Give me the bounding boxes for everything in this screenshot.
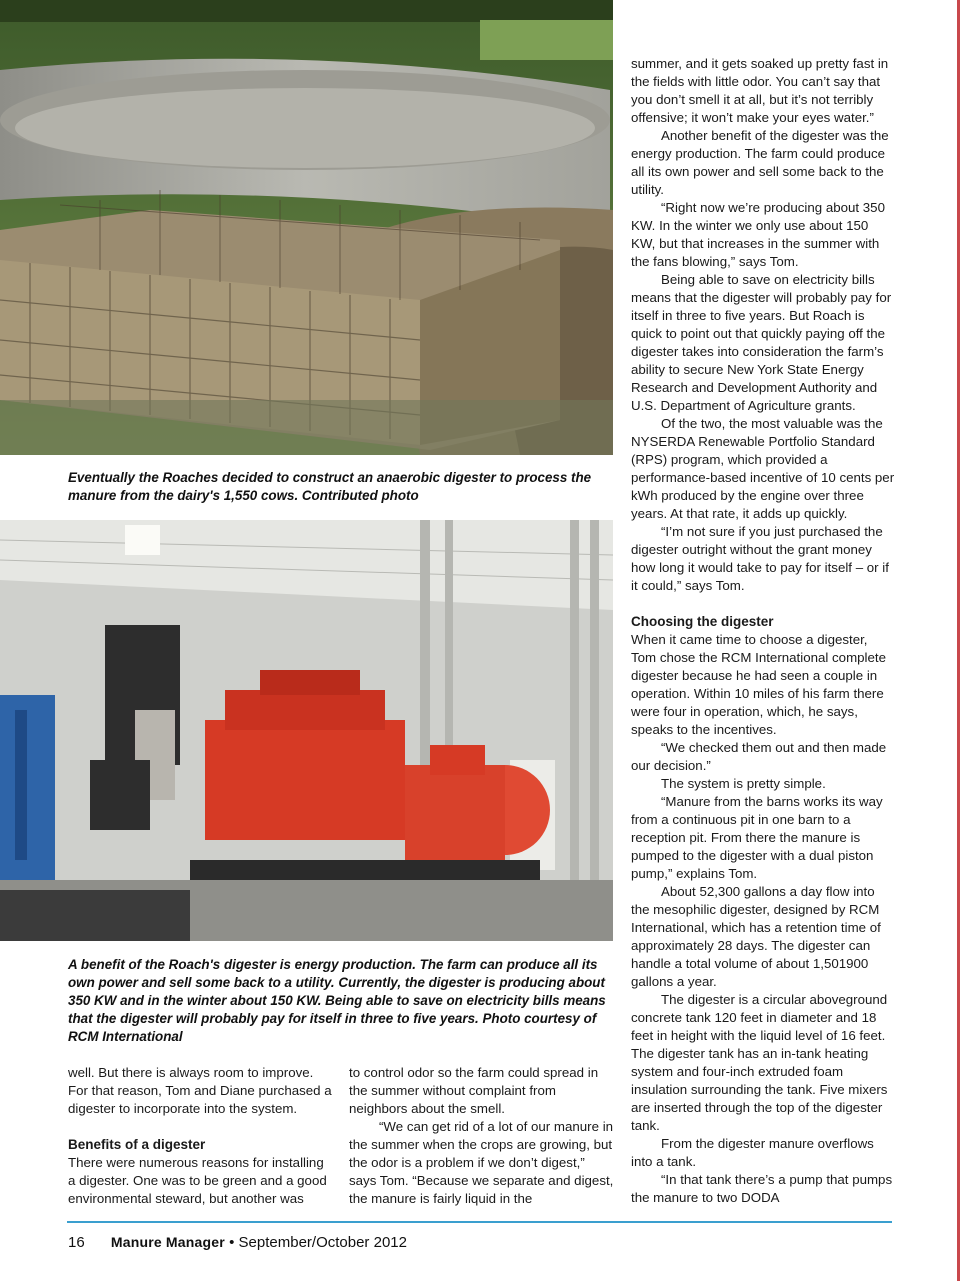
paragraph: The system is pretty simple. bbox=[661, 776, 826, 791]
page-footer bbox=[68, 1234, 407, 1251]
paragraph: “We can get rid of a lot of our manure in the summer when the crops are growing, but the odor is a problem if we don’t digest,” says Tom. “Because we separate and digest, the manure is fairly liquid in the bbox=[349, 1119, 614, 1206]
paragraph: “We checked them out and then made our decision.” bbox=[631, 740, 887, 773]
body-column-3 bbox=[631, 55, 896, 1207]
paragraph: Being able to save on electricity bills means that the digester will probably pay for itself in three to five years. But Roach is quick to point out that quickly paying off the digester takes into consideration the farm’s ability to secure New York State Energy Research and Development Authority and U.S. Department of Agriculture grants. bbox=[631, 272, 892, 413]
section-heading-choosing: Choosing the digester bbox=[631, 614, 774, 629]
photo-caption-top: Eventually the Roaches decided to construct an anaerobic digester to process the manure from the dairy's 1,550 cows. Contributed photo bbox=[68, 470, 592, 503]
footer-bullet: • bbox=[229, 1234, 235, 1251]
body-column-2 bbox=[349, 1064, 615, 1208]
digester-construction-illustration bbox=[0, 0, 613, 455]
paragraph: summer, and it gets soaked up pretty fast in the fields with little odor. You can’t say that you don’t smell it at all, but it’s not terribly offensive; it won’t make your eyes water.” bbox=[631, 56, 889, 125]
paragraph: “Right now we’re producing about 350 KW. In the winter we only use about 150 KW, but that increases in the summer with the fans blowing,” says Tom. bbox=[631, 200, 885, 269]
photo-caption-bottom: A benefit of the Roach's digester is energy production. The farm can produce all its own power and sell some back to a utility. Currently, the digester is producing about 350 KW and in the winter about 150 KW. Being able to save on electricity bills means that the digester will probably pay for itself in three to five years. Photo courtesy of RCM International bbox=[68, 957, 606, 1044]
paragraph: well. But there is always room to improve. For that reason, Tom and Diane purchased a digester to incorporate into the system. bbox=[68, 1065, 332, 1116]
paragraph: Another benefit of the digester was the energy production. The farm could produce all its own power and sell some back to the utility. bbox=[631, 128, 889, 197]
paragraph: “In that tank there’s a pump that pumps the manure to two DODA bbox=[631, 1172, 893, 1205]
paragraph: “I’m not sure if you just purchased the digester outright without the grant money how long it would take to pay for itself – or if it could,” says Tom. bbox=[631, 524, 889, 593]
paragraph: “Manure from the barns works its way from a continuous pit in one barn to a reception pit. From there the manure is pumped to the digester with a dual piston pump,” explains Tom. bbox=[631, 794, 883, 881]
paragraph: The digester is a circular aboveground concrete tank 120 feet in diameter and 18 feet in height with the liquid level of 16 feet. The digester tank has an in-tank heating system and four-inch extruded foam insulation surrounding the tank. Five mixers are inserted through the top of the digester tank. bbox=[631, 992, 888, 1133]
footer-rule bbox=[67, 1221, 892, 1223]
paragraph: to control odor so the farm could spread in the summer without complaint from neighbors about the smell. bbox=[349, 1065, 599, 1116]
generator-illustration bbox=[0, 520, 613, 941]
paragraph: When it came time to choose a digester, Tom chose the RCM International complete digester because he had seen a couple in operation. Within 10 miles of his farm there were four in operation, which, he says, speaks to the incentives. bbox=[631, 632, 886, 737]
paragraph: From the digester manure overflows into a tank. bbox=[631, 1136, 874, 1169]
generator-photo bbox=[0, 520, 613, 941]
magazine-name: Manure Manager bbox=[110, 1234, 225, 1250]
paragraph: About 52,300 gallons a day flow into the mesophilic digester, designed by RCM International, which has a retention time of approximately 28 days. The digester can handle a total volume of about 1,501900 gallons a year. bbox=[631, 884, 881, 989]
digester-construction-photo bbox=[0, 0, 613, 455]
page-number: 16 bbox=[68, 1234, 85, 1251]
paragraph: There were numerous reasons for installing a digester. One was to be green and a good environmental steward, but another was bbox=[68, 1155, 327, 1206]
body-column-1 bbox=[68, 1064, 334, 1208]
section-heading-benefits: Benefits of a digester bbox=[68, 1137, 206, 1152]
issue-date: September/October 2012 bbox=[238, 1234, 407, 1251]
paragraph: Of the two, the most valuable was the NYSERDA Renewable Portfolio Standard (RPS) program, which provided a performance-based incentive of 10 cents per kWh produced by the engine over three years. At that rate, it adds up quickly. bbox=[631, 416, 895, 521]
